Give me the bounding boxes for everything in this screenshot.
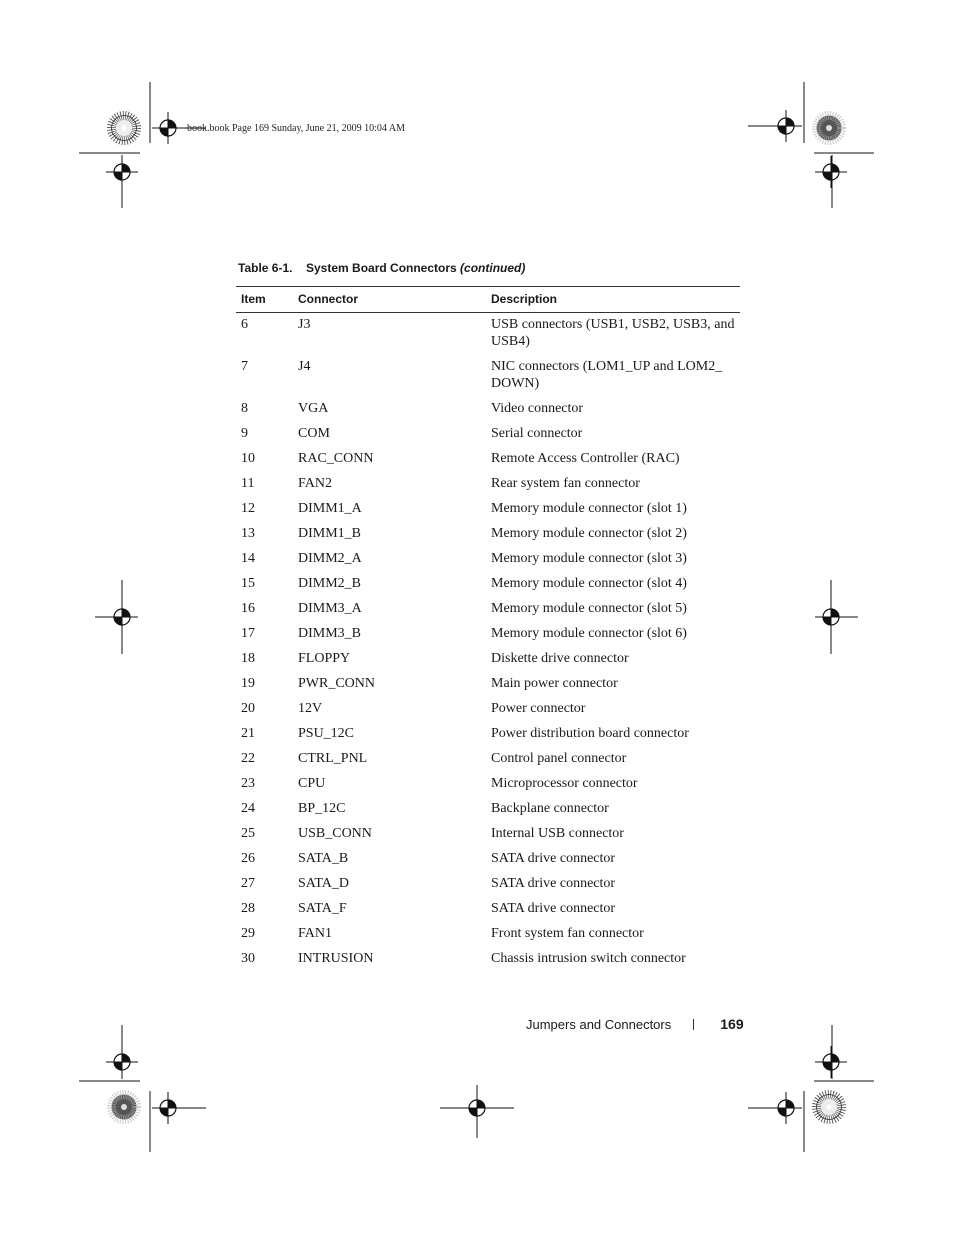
footer-section-title: Jumpers and Connectors xyxy=(526,1017,672,1032)
cell-description: SATA drive connector xyxy=(491,901,616,916)
cell-description: Memory module connector (slot 5) xyxy=(491,601,687,616)
cell-description: SATA drive connector xyxy=(491,876,616,891)
cell-connector: SATA_F xyxy=(298,901,347,916)
cell-item: 26 xyxy=(241,851,255,866)
cell-connector: CPU xyxy=(298,776,326,791)
cell-connector: DIMM3_B xyxy=(298,626,362,641)
cell-connector: FAN2 xyxy=(298,476,332,491)
crop-marks-bottom-left xyxy=(79,1025,206,1152)
cell-description: Power distribution board connector xyxy=(491,726,689,741)
table-row xyxy=(236,697,740,722)
table-row xyxy=(236,722,740,747)
table-row xyxy=(236,897,740,922)
cell-item: 28 xyxy=(241,901,255,916)
table-caption xyxy=(238,261,525,275)
cell-connector: CTRL_PNL xyxy=(298,751,368,766)
cell-item: 10 xyxy=(241,451,255,466)
table-row xyxy=(236,522,740,547)
cell-description: Memory module connector (slot 1) xyxy=(491,501,687,516)
cell-connector: DIMM2_A xyxy=(298,551,362,566)
cell-connector: J3 xyxy=(298,317,311,332)
cell-connector: DIMM1_B xyxy=(298,526,362,541)
column-header-connector: Connector xyxy=(293,287,486,313)
crop-marks-bottom-center xyxy=(440,1085,514,1138)
print-header-slug: book.book Page 169 Sunday, June 21, 2009 10:04 AM xyxy=(187,123,405,134)
cell-item: 12 xyxy=(241,501,255,516)
cell-item: 9 xyxy=(241,426,248,441)
cell-item: 27 xyxy=(241,876,255,891)
cell-item: 29 xyxy=(241,926,255,941)
cell-connector: VGA xyxy=(298,401,329,416)
table-caption-continued: (continued) xyxy=(460,261,526,275)
cell-item: 18 xyxy=(241,651,255,666)
cell-description: Serial connector xyxy=(491,426,583,441)
cell-item: 23 xyxy=(241,776,255,791)
crop-marks-top-left xyxy=(79,82,206,208)
cell-item: 13 xyxy=(241,526,255,541)
crop-marks-top-right xyxy=(748,82,874,208)
table-row xyxy=(236,622,740,647)
footer-separator xyxy=(693,1019,694,1030)
table-row xyxy=(236,672,740,697)
cell-item: 6 xyxy=(241,317,248,332)
cell-description: Memory module connector (slot 6) xyxy=(491,626,687,641)
cell-description: Memory module connector (slot 3) xyxy=(491,551,687,566)
cell-item: 15 xyxy=(241,576,255,591)
cell-description: Remote Access Controller (RAC) xyxy=(491,451,680,466)
column-header-item: Item xyxy=(236,287,293,313)
cell-connector: DIMM2_B xyxy=(298,576,362,591)
cell-item: 25 xyxy=(241,826,255,841)
column-header-description: Description xyxy=(486,287,740,313)
cell-connector: J4 xyxy=(298,359,311,374)
cell-item: 19 xyxy=(241,676,255,691)
cell-connector: BP_12C xyxy=(298,801,346,816)
cell-connector: USB_CONN xyxy=(298,826,372,841)
table-row xyxy=(236,772,740,797)
cell-description: Video connector xyxy=(491,401,584,416)
connectors-table xyxy=(236,286,740,972)
cell-description: Memory module connector (slot 4) xyxy=(491,576,687,591)
cell-description: SATA drive connector xyxy=(491,851,616,866)
cell-item: 16 xyxy=(241,601,255,616)
cell-description: Rear system fan connector xyxy=(491,476,640,491)
table-row xyxy=(236,822,740,847)
table-row xyxy=(236,497,740,522)
cell-item: 22 xyxy=(241,751,255,766)
cell-item: 8 xyxy=(241,401,248,416)
page-number: 169 xyxy=(720,1016,744,1032)
table-row xyxy=(236,397,740,422)
cell-item: 7 xyxy=(241,359,248,374)
table-row xyxy=(236,872,740,897)
page-footer xyxy=(526,1016,744,1032)
cell-connector: FLOPPY xyxy=(298,651,351,666)
cell-connector: INTRUSION xyxy=(298,951,374,966)
cell-connector: SATA_D xyxy=(298,876,349,891)
cell-connector: SATA_B xyxy=(298,851,349,866)
table-header-row xyxy=(236,287,740,313)
cell-item: 30 xyxy=(241,951,255,966)
table-row xyxy=(236,947,740,972)
crop-marks-bottom-right xyxy=(748,1025,874,1152)
cell-description: Internal USB connector xyxy=(491,826,624,841)
table-row xyxy=(236,572,740,597)
cell-item: 17 xyxy=(241,626,255,641)
table-row xyxy=(236,422,740,447)
table-caption-number: Table 6-1. xyxy=(238,261,293,275)
table-row xyxy=(236,797,740,822)
cell-item: 21 xyxy=(241,726,255,741)
cell-description: Control panel connector xyxy=(491,751,627,766)
cell-connector: PSU_12C xyxy=(298,726,355,741)
table-row xyxy=(236,355,740,397)
cell-description: USB connectors (USB1, USB2, USB3, and USB4) xyxy=(491,317,735,349)
cell-item: 24 xyxy=(241,801,255,816)
table-row xyxy=(236,647,740,672)
cell-connector: 12V xyxy=(298,701,323,716)
table-row xyxy=(236,847,740,872)
cell-description: Microprocessor connector xyxy=(491,776,638,791)
table-body xyxy=(236,313,740,973)
cell-connector: DIMM3_A xyxy=(298,601,362,616)
table-caption-title: System Board Connectors xyxy=(306,261,457,275)
table-row xyxy=(236,922,740,947)
cell-connector: RAC_CONN xyxy=(298,451,374,466)
cell-connector: PWR_CONN xyxy=(298,676,376,691)
cell-item: 20 xyxy=(241,701,255,716)
table-row xyxy=(236,547,740,572)
table-row xyxy=(236,472,740,497)
cell-description: Diskette drive connector xyxy=(491,651,629,666)
cell-item: 14 xyxy=(241,551,255,566)
cell-connector: FAN1 xyxy=(298,926,332,941)
table-row xyxy=(236,313,740,356)
cell-connector: COM xyxy=(298,426,330,441)
cell-description: Main power connector xyxy=(491,676,618,691)
cell-description: Memory module connector (slot 2) xyxy=(491,526,687,541)
cell-description: Chassis intrusion switch connector xyxy=(491,951,686,966)
cell-description: Front system fan connector xyxy=(491,926,644,941)
table-row xyxy=(236,447,740,472)
cell-description: Power connector xyxy=(491,701,586,716)
table-row xyxy=(236,597,740,622)
cell-description: Backplane connector xyxy=(491,801,609,816)
cell-connector: DIMM1_A xyxy=(298,501,362,516)
cell-description: NIC connectors (LOM1_UP and LOM2_ DOWN) xyxy=(491,359,723,391)
cell-item: 11 xyxy=(241,476,255,491)
table-row xyxy=(236,747,740,772)
